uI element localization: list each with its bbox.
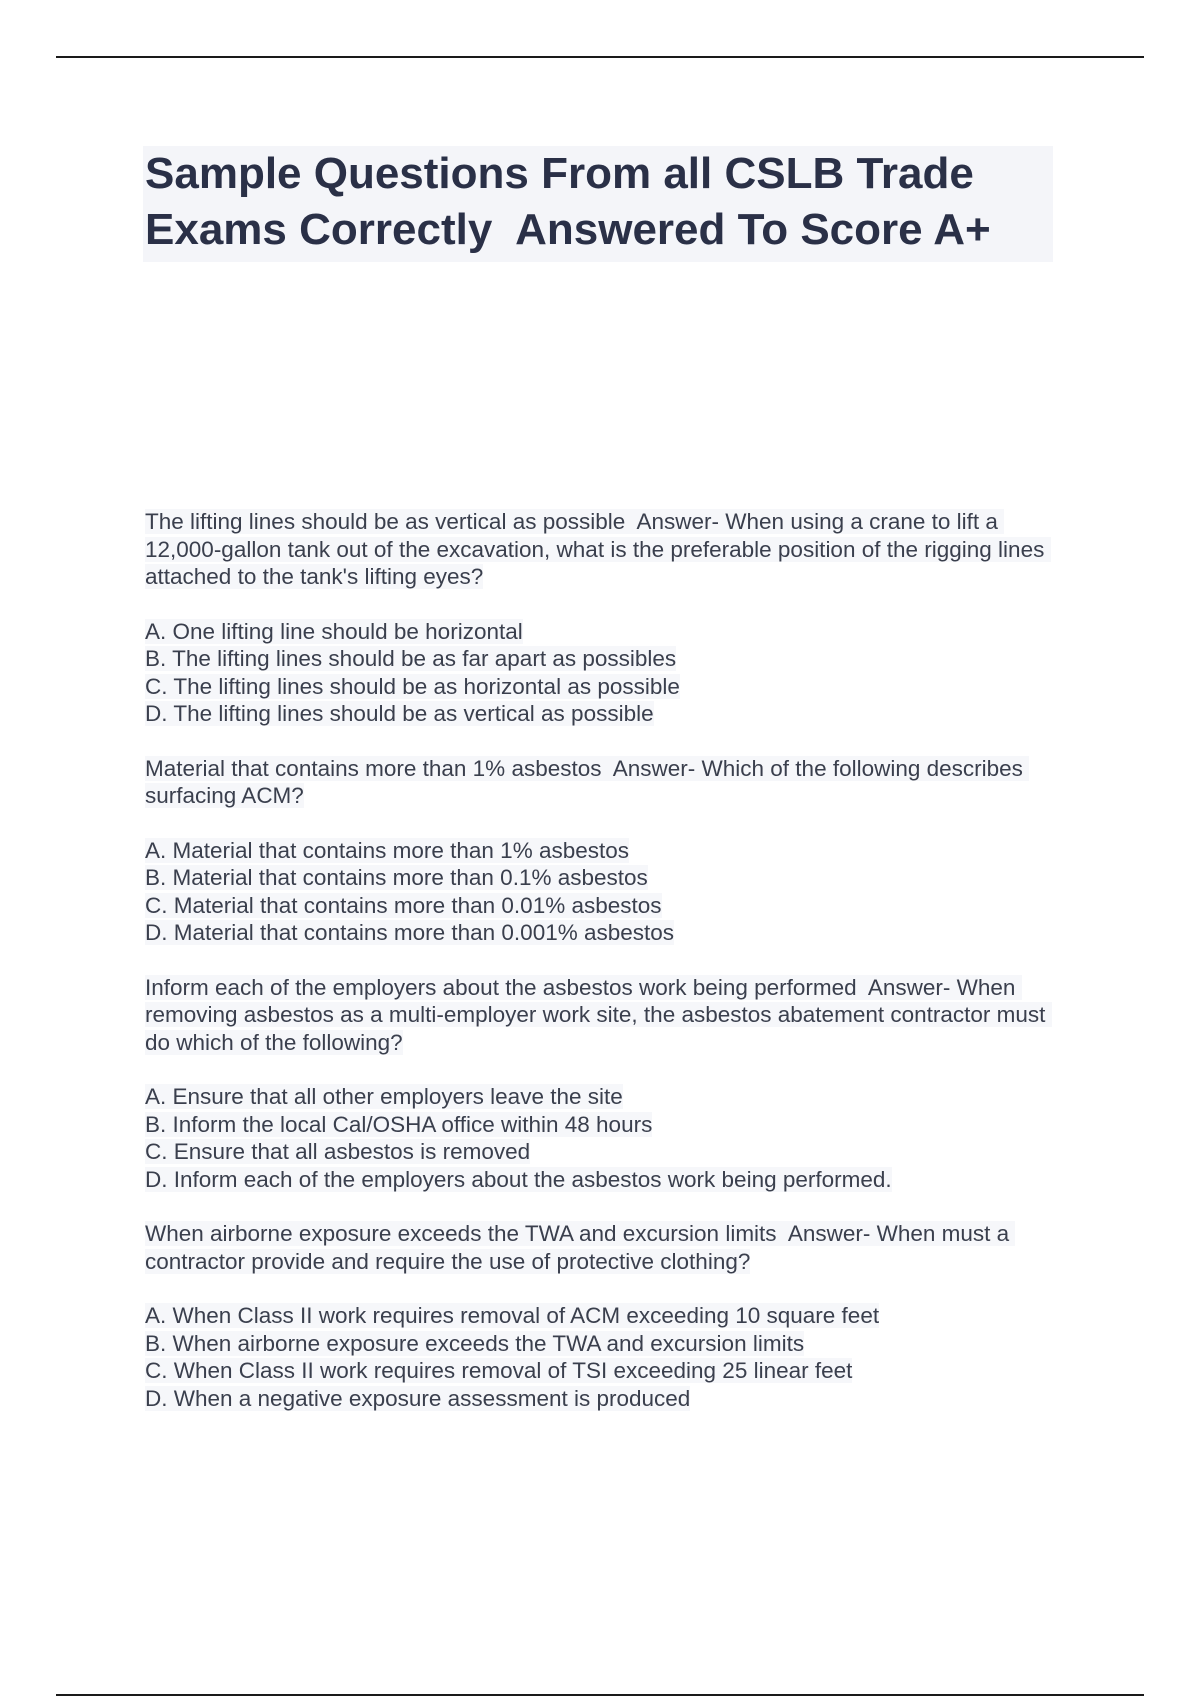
answer-option [145, 618, 1055, 646]
answer-option [145, 1166, 1055, 1194]
question-block [145, 1220, 1055, 1412]
answer-option-text: D. When a negative exposure assessment is produced [145, 1385, 691, 1411]
answer-option [145, 1302, 1055, 1330]
question-stem-text: When airborne exposure exceeds the TWA and excursion limits Answer- When must a contractor provide and require the use of protective clothing? [145, 1221, 1016, 1274]
answer-option [145, 645, 1055, 673]
answer-option-text: D. The lifting lines should be as vertical as possible [145, 701, 654, 726]
answer-option-text: C. Material that contains more than 0.01% asbestos [145, 892, 662, 918]
question-stem [145, 508, 1055, 591]
question-stem-text: The lifting lines should be as vertical as possible Answer- When using a crane to lift a 12,000-gallon tank out of the excavation, what is the preferable position of the rigging lines attached to the tank's lifting eyes? [145, 509, 1051, 589]
question-stem [145, 974, 1055, 1057]
answer-option [145, 919, 1055, 947]
question-block [145, 974, 1055, 1194]
answer-option-text: A. Ensure that all other employers leave the site [145, 1084, 623, 1109]
answer-options [145, 1302, 1055, 1412]
title-box [143, 146, 1053, 262]
answer-option [145, 864, 1055, 892]
answer-option [145, 700, 1055, 728]
answer-option-text: C. When Class II work requires removal of TSI exceeding 25 linear feet [145, 1358, 853, 1383]
answer-option [145, 1330, 1055, 1358]
answer-option-text: B. The lifting lines should be as far apart as possibles [145, 646, 677, 671]
answer-option-text: A. Material that contains more than 1% asbestos [145, 837, 630, 863]
answer-option-text: B. Inform the local Cal/OSHA office within 48 hours [145, 1111, 653, 1137]
page-title: Sample Questions From all CSLB Trade Exams Correctly Answered To Score A+ [145, 149, 991, 254]
answer-option [145, 892, 1055, 920]
answer-option [145, 1385, 1055, 1413]
question-block [145, 508, 1055, 728]
question-stem [145, 1220, 1055, 1275]
answer-option-text: D. Material that contains more than 0.001% asbestos [145, 920, 675, 945]
answer-option [145, 1138, 1055, 1166]
answer-option [145, 1357, 1055, 1385]
answer-option [145, 673, 1055, 701]
answer-options [145, 837, 1055, 947]
answer-option [145, 837, 1055, 865]
bottom-rule [56, 1694, 1144, 1696]
answer-option-text: B. Material that contains more than 0.1% asbestos [145, 865, 648, 890]
question-stem [145, 755, 1055, 810]
question-stem-text: Inform each of the employers about the asbestos work being performed Answer- When removing asbestos as a multi-employer work site, the asbestos abatement contractor must do which of the following? [145, 974, 1052, 1055]
answer-options [145, 1083, 1055, 1193]
question-block [145, 755, 1055, 947]
answer-option-text: B. When airborne exposure exceeds the TWA and excursion limits [145, 1330, 805, 1356]
document-body [145, 146, 1055, 1439]
answer-option-text: C. Ensure that all asbestos is removed [145, 1139, 531, 1164]
top-rule [56, 56, 1144, 58]
answer-options [145, 618, 1055, 728]
answer-option [145, 1083, 1055, 1111]
answer-option-text: A. One lifting line should be horizontal [145, 618, 523, 644]
answer-option [145, 1111, 1055, 1139]
question-stem-text: Material that contains more than 1% asbestos Answer- Which of the following describes surfacing ACM? [145, 755, 1030, 808]
answer-option-text: C. The lifting lines should be as horizontal as possible [145, 673, 680, 699]
question-list [145, 508, 1055, 1412]
answer-option-text: A. When Class II work requires removal of ACM exceeding 10 square feet [145, 1303, 880, 1328]
answer-option-text: D. Inform each of the employers about the asbestos work being performed. [145, 1166, 892, 1192]
